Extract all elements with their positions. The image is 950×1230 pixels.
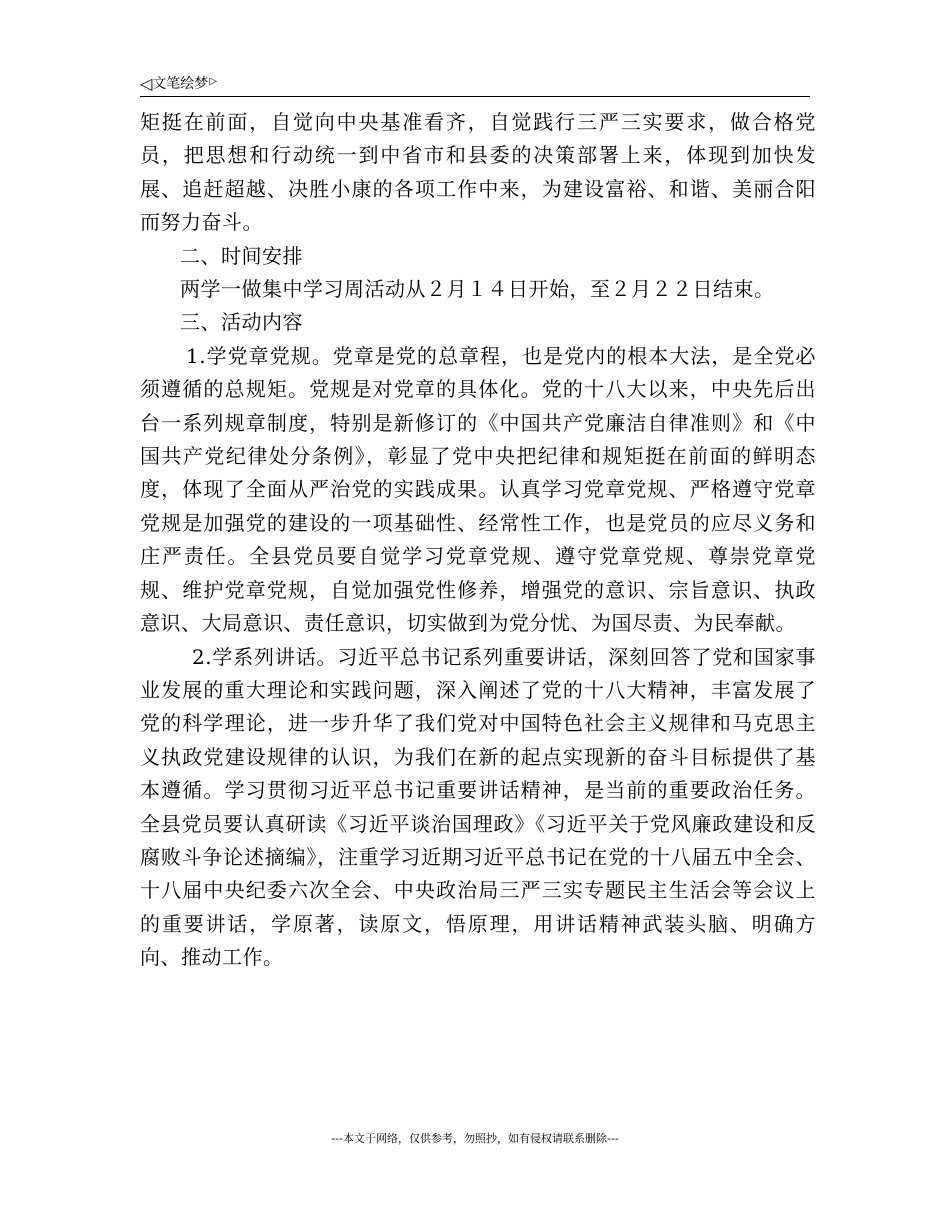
page-footer-disclaimer: ---本文于网络，仅供参考，勿照抄，如有侵权请联系删除--- <box>331 1132 619 1145</box>
header-brand <box>140 72 217 94</box>
right-triangle-icon: ▷ <box>209 76 218 87</box>
paragraph-item-1: 1.学党章党规。党章是党的总章程，也是党内的根本大法，是全党必须遵循的总规矩。党规是对党章的具体化。党的十八大以来，中央先后出台一系列规章制度，特别是新修订的《中国共产党廉洁自律准则》和《中国共产党纪律处分条例》，彰显了党中央把纪律和规矩挺在前面的鲜明态度，体现了全面从严治党的实践成果。认真学习党章党规、严格遵守党章党规是加强党的建设的一项基础性、经常性工作，也是党员的应尽义务和庄严责任。全县党员要自觉学习党章党规、遵守党章党规、尊崇党章党规、维护党章党规，自觉加强党性修养，增强党的意识、宗旨意识、执政意识、大局意识、责任意识，切实做到为党分忧、为国尽责、为民奉献。 <box>140 343 816 636</box>
paragraph-continuation: 矩挺在前面，自觉向中央基准看齐，自觉践行三严三实要求，做合格党员，把思想和行动统一到中省市和县委的决策部署上来，体现到加快发展、追赶超越、决胜小康的各项工作中来，为建设富裕、和谐、美丽合阳而努力奋斗。 <box>140 110 816 235</box>
paragraph-item-2: 2.学系列讲话。习近平总书记系列重要讲话，深刻回答了党和国家事业发展的重大理论和实践问题，深入阐述了党的十八大精神，丰富发展了党的科学理论，进一步升华了我们党对中国特色社会主义规律和马克思主义执政党建设规律的认识，为我们在新的起点实现新的奋斗目标提供了基本遵循。学习贯彻习近平总书记重要讲话精神，是当前的重要政治任务。全县党员要认真研读《习近平谈治国理政》《习近平关于党风廉政建设和反腐败斗争论述摘编》，注重学习近期习近平总书记在党的十八届五中全会、十八届中央纪委六次全会、中央政治局三严三实专题民主生活会等会议上的重要讲话，学原著，读原文，悟原理，用讲话精神武装头脑、明确方向、推动工作。 <box>140 644 816 970</box>
section-heading-schedule: 二、时间安排 <box>180 243 303 268</box>
page-header <box>140 72 810 97</box>
left-triangle-icon: ◁ <box>140 74 153 93</box>
document-body <box>140 106 816 975</box>
paragraph-schedule: 两学一做集中学习周活动从２月１４日开始，至２月２２日结束。 <box>180 277 775 302</box>
section-heading-content: 三、活动内容 <box>180 310 303 335</box>
brand-name: 文笔绘梦 <box>152 76 209 92</box>
